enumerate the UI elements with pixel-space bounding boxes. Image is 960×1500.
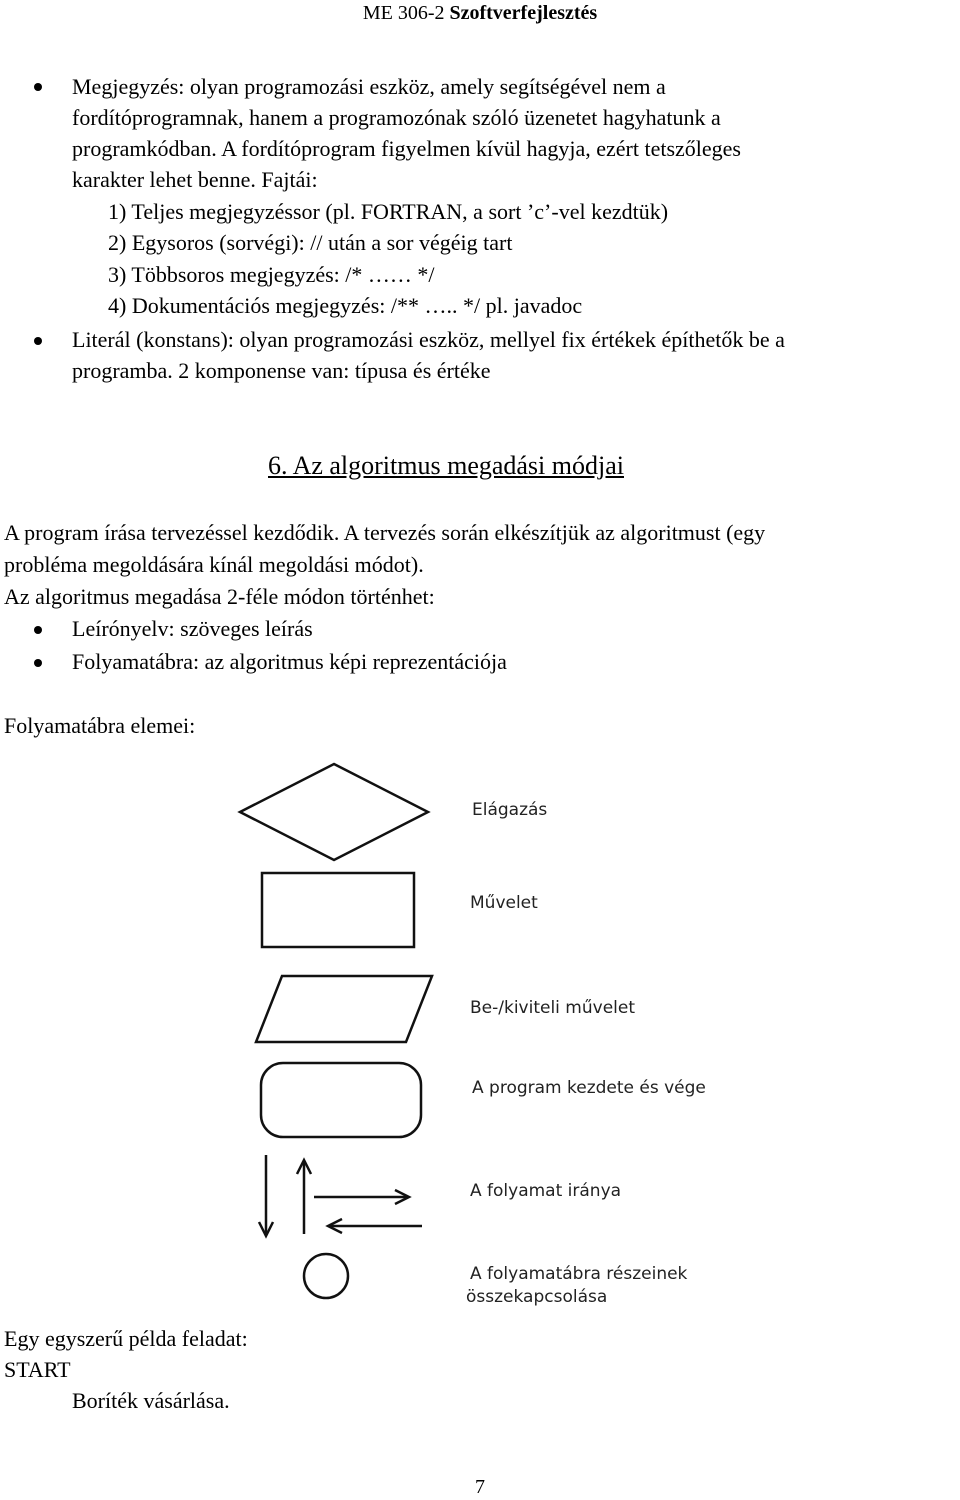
literal-text-line-1: Literál (konstans): olyan programozási eszköz, mellyel fix értékek építhetők be a bbox=[72, 327, 785, 352]
method-pseudocode: Leírónyelv: szöveges leírás bbox=[72, 616, 313, 641]
comment-text-line-2: fordítóprogramnak, hanem a programozónak szóló üzenetet hagyhatunk a bbox=[72, 105, 721, 130]
comment-text-line-4: karakter lehet benne. Fajtái: bbox=[72, 167, 318, 192]
example-start: START bbox=[4, 1357, 71, 1382]
method-flowchart: Folyamatábra: az algoritmus képi reprezentációja bbox=[72, 649, 507, 674]
circle-icon bbox=[304, 1254, 348, 1298]
arrows-icon bbox=[259, 1155, 422, 1236]
comment-type-2: 2) Egysoros (sorvégi): // után a sor végéig tart bbox=[108, 230, 513, 255]
label-start-end: A program kezdete és vége bbox=[472, 1078, 706, 1098]
label-operation: Művelet bbox=[470, 893, 538, 913]
paragraph-line-3: Az algoritmus megadása 2-féle módon történhet: bbox=[4, 584, 435, 609]
label-connector-line-1: A folyamatábra részeinek bbox=[470, 1264, 688, 1284]
label-flow-direction: A folyamat iránya bbox=[470, 1181, 622, 1201]
rounded-rectangle-icon bbox=[261, 1063, 421, 1137]
course-title: Szoftverfejlesztés bbox=[449, 2, 598, 24]
rectangle-icon bbox=[262, 873, 414, 947]
section-title: 6. Az algoritmus megadási módjai bbox=[268, 451, 624, 480]
flowchart-heading: Folyamatábra elemei: bbox=[4, 713, 196, 738]
diamond-icon bbox=[240, 764, 428, 860]
label-connector-line-2: összekapcsolása bbox=[466, 1287, 608, 1307]
label-io-operation: Be-/kiviteli művelet bbox=[470, 998, 636, 1018]
page-number: 7 bbox=[475, 1476, 485, 1498]
literal-text-line-2: programba. 2 komponense van: típusa és értéke bbox=[72, 358, 491, 383]
comment-type-3: 3) Többsoros megjegyzés: /* …… */ bbox=[108, 262, 435, 287]
paragraph-line-1: A program írása tervezéssel kezdődik. A tervezés során elkészítjük az algoritmust (egy bbox=[4, 520, 766, 545]
example-title: Egy egyszerű példa feladat: bbox=[4, 1326, 248, 1351]
comment-type-4: 4) Dokumentációs megjegyzés: /** ….. */ pl. javadoc bbox=[108, 293, 583, 318]
label-branch: Elágazás bbox=[472, 800, 548, 820]
parallelogram-icon bbox=[256, 976, 432, 1042]
course-code: ME 306-2 bbox=[362, 2, 445, 24]
paragraph-line-2: probléma megoldására kínál megoldási módot). bbox=[4, 552, 424, 577]
example-step-1: Boríték vásárlása. bbox=[72, 1388, 230, 1413]
comment-type-1: 1) Teljes megjegyzéssor (pl. FORTRAN, a sort ’c’-vel kezdtük) bbox=[108, 199, 669, 224]
comment-text-line-3: programkódban. A fordítóprogram figyelmen kívül hagyja, ezért tetszőleges bbox=[72, 136, 741, 161]
comment-text-line-1: Megjegyzés: olyan programozási eszköz, amely segítségével nem a bbox=[72, 74, 666, 99]
